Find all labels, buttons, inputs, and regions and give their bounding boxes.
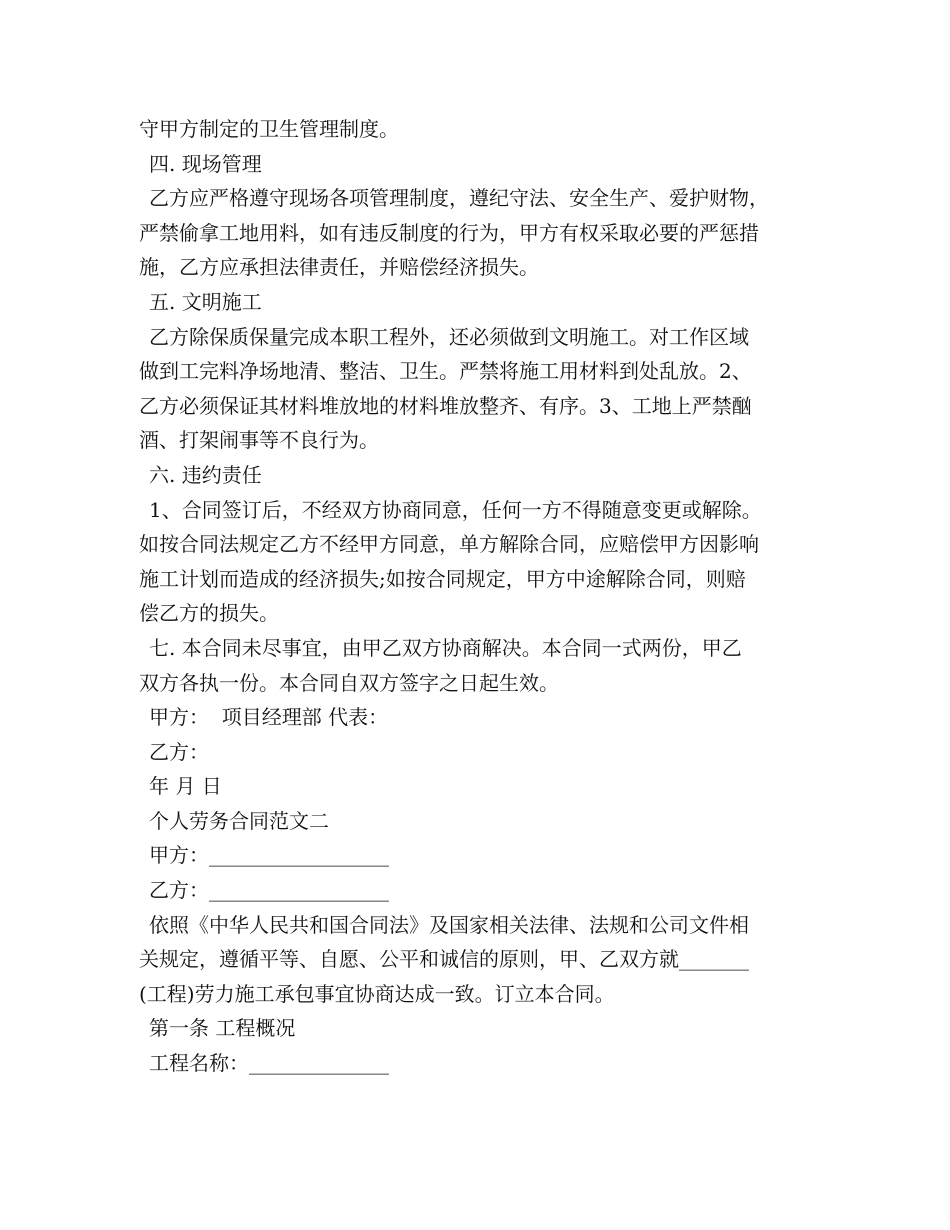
text-line: 如按合同法规定乙方不经甲方同意，单方解除合同，应赔偿甲方因影响 xyxy=(139,532,759,557)
text-line: 双方各执一份。本合同自双方签字之日起生效。 xyxy=(139,670,559,695)
text-line: 个人劳务合同范文二 xyxy=(149,808,329,833)
text-line: 第一条 工程概况 xyxy=(149,1016,296,1041)
text-line: 酒、打架闹事等不良行为。 xyxy=(139,428,379,453)
text-line: 关规定，遵循平等、自愿、公平和诚信的原则，甲、乙双方就_______ xyxy=(139,947,749,972)
text-line: 甲方：__________________ xyxy=(149,843,389,868)
text-line: 工程名称：______________ xyxy=(149,1051,389,1076)
text-line: 1、合同签订后，不经双方协商同意，任何一方不得随意变更或解除。 xyxy=(149,497,762,522)
text-line: 七. 本合同未尽事宜，由甲乙双方协商解决。本合同一式两份，甲乙 xyxy=(149,635,742,660)
text-line: 乙方必须保证其材料堆放地的材料堆放整齐、有序。3、工地上严禁酗 xyxy=(139,393,752,418)
text-line: 五. 文明施工 xyxy=(149,289,262,314)
text-line: 守甲方制定的卫生管理制度。 xyxy=(139,117,399,141)
text-line: 做到工完料净场地清、整洁、卫生。严禁将施工用材料到处乱放。2、 xyxy=(139,359,752,384)
text-line: 偿乙方的损失。 xyxy=(139,601,279,626)
text-line: 施工计划而造成的经济损失;如按合同规定，甲方中途解除合同，则赔 xyxy=(139,566,746,591)
text-line: 乙方： xyxy=(149,739,209,764)
text-line: 乙方除保质保量完成本职工程外，还必须做到文明施工。对工作区域 xyxy=(149,324,749,349)
text-line: 依照《中华人民共和国合同法》及国家相关法律、法规和公司文件相 xyxy=(149,912,749,937)
text-line: 严禁偷拿工地用料，如有违反制度的行为，甲方有权采取必要的严惩措 xyxy=(139,220,759,245)
text-line: 六. 违约责任 xyxy=(149,462,262,487)
text-line: 甲方： 项目经理部 代表： xyxy=(149,705,389,730)
text-line: 年 月 日 xyxy=(149,774,222,799)
text-line: 乙方应严格遵守现场各项管理制度，遵纪守法、安全生产、爱护财物， xyxy=(149,186,769,211)
text-line: 施，乙方应承担法律责任，并赔偿经济损失。 xyxy=(139,255,539,280)
text-line: 四. 现场管理 xyxy=(149,151,262,176)
text-line: 乙方：__________________ xyxy=(149,878,389,903)
document-body xyxy=(139,112,819,1081)
text-line: (工程)劳力施工承包事宜协商达成一致。订立本合同。 xyxy=(139,981,615,1006)
